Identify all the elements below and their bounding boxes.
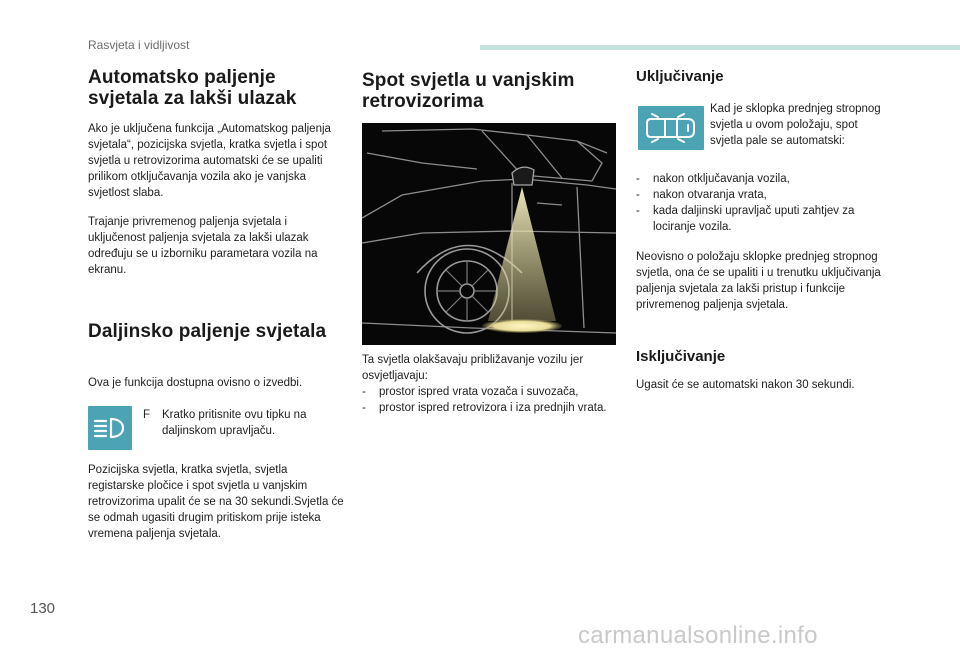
section-title-switching-on: Uključivanje [636,68,724,85]
paragraph-switching-off: Ugasit će se automatski nakon 30 sekundi. [636,379,855,391]
section-title-switching-off: Isključivanje [636,348,726,365]
list-item: - prostor ispred retrovizora i iza prednjih vrata. [362,400,612,416]
paragraph-switch-position: Kad je sklopka prednjeg stropnog svjetla u ovom položaju, spot svjetla pale se automatski: [710,103,881,147]
paragraph-mirror-spotlights: Ta svjetla olakšavaju približavanje vozilu jer osvjetljavaju: [362,354,584,382]
paragraph-availability: Ova je funkcija dostupna ovisno o izvedbi. [88,377,303,389]
section-title-automatic-lighting: Automatsko paljenje svjetala za lakši ulazak [88,67,297,109]
section-title-mirror-spotlights: Spot svjetla u vanjskim retrovizorima [362,70,575,112]
section-title-remote-lighting: Daljinsko paljenje svjetala [88,321,327,342]
header-title: Rasvjeta i vidljivost [88,38,190,52]
list-item: - nakon otključavanja vozila, [636,171,886,187]
headlamp-icon [88,406,132,450]
list-item: - kada daljinski upravljač uputi zahtjev za lociranje vozila. [636,203,886,235]
instruction-remote: Kratko pritisnite ovu tipku na daljinskom upravljaču. [162,409,307,437]
paragraph-automatic-lighting: Ako je uključena funkcija „Automatskog paljenja svjetala“, pozicijska svjetla, kratka svjetla i spot svjetla u retrovizorima automatski će se upaliti prilikom otključavanja vozila ako je vanjska svjetlost slaba. [88,123,331,199]
header-accent-bar [480,45,960,50]
car-lights-icon [638,106,704,150]
list-item: - nakon otvaranja vrata, [636,187,886,203]
paragraph-remote-lighting: Pozicijska svjetla, kratka svjetla, svjetla registarske pločice i spot svjetla u vanjskim retrovizorima upalit će se na 30 sekundi.Svjetla će se odmah ugasiti drugim pritiskom prije isteka vremena paljenja svjetala. [88,464,344,540]
page-number: 130 [30,600,56,617]
paragraph-duration: Trajanje privremenog paljenja svjetala i uključenost paljenja svjetala za lakši ulazak određuju se u izborniku parametara vozila na ekranu. [88,216,318,276]
bullet-marker: F [143,409,151,421]
paragraph-independent: Neovisno o položaju sklopke prednjeg stropnog svjetla, ona će se upaliti i u trenutku uključivanja paljenja svjetala za lakši pristup i funkcije privremenog paljenja svjetala. [636,251,881,311]
car-mirror-spotlight-illustration [362,123,616,345]
list-activation-conditions [636,171,886,235]
list-item: - prostor ispred vrata vozača i suvozača, [362,384,612,400]
list-illuminated-areas [362,384,612,416]
watermark: carmanualsonline.info [578,622,818,649]
